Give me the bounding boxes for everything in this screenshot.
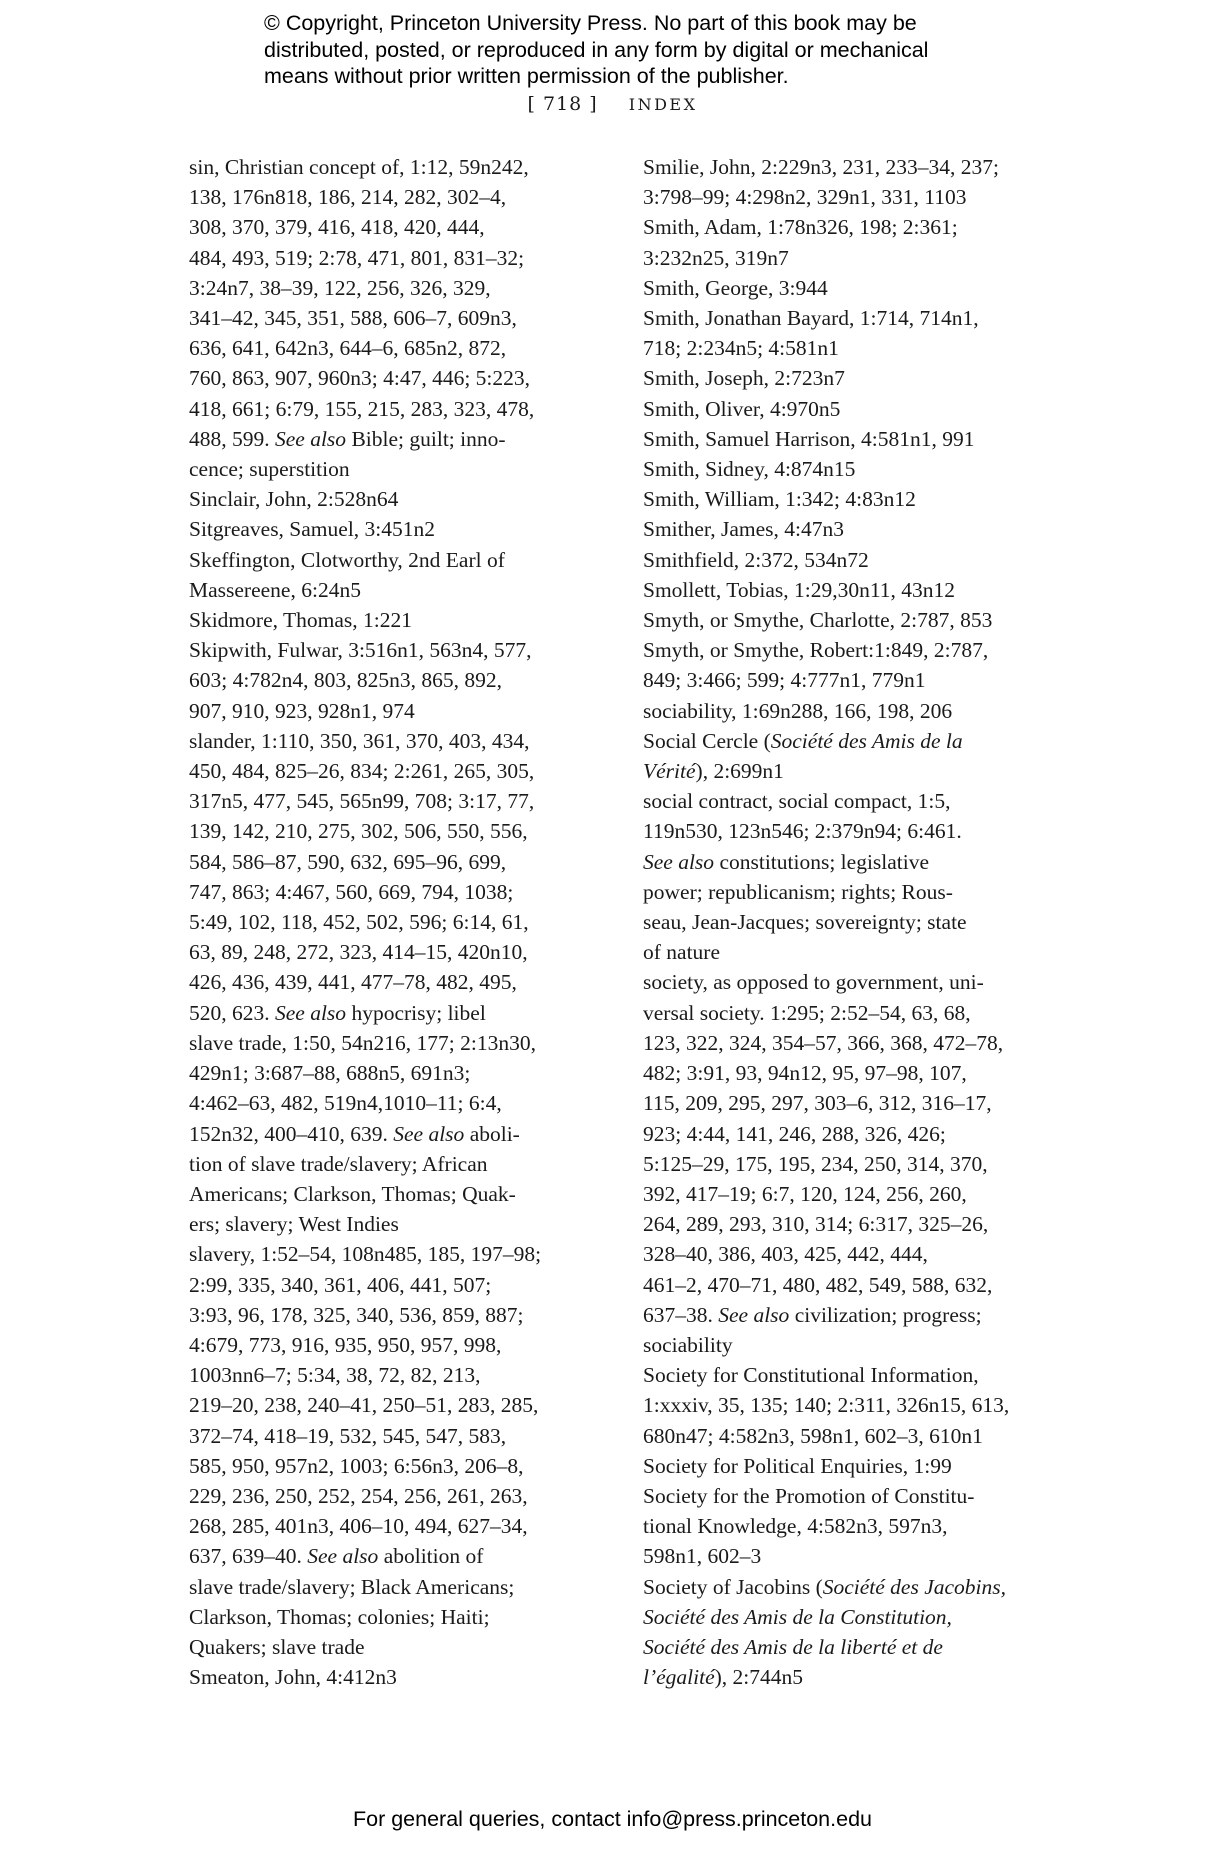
index-entry-line: Skeffington, Clotworthy, 2nd Earl of: [189, 547, 505, 572]
index-entry-line: See also constitutions; legislative: [643, 849, 930, 874]
index-entry-line: 229, 236, 250, 252, 254, 256, 261, 263,: [189, 1483, 528, 1508]
index-entry-line: 3:93, 96, 178, 325, 340, 536, 859, 887;: [189, 1302, 524, 1327]
index-entry: [189, 484, 609, 514]
index-entry: [189, 1662, 609, 1692]
index-entry-line: Smith, George, 3:944: [643, 275, 828, 300]
index-entry-line: tion of slave trade/slavery; African: [189, 1151, 488, 1176]
index-entry-line: Société des Amis de la liberté et de: [643, 1634, 943, 1659]
index-entry-line: Smither, James, 4:47n3: [643, 517, 844, 542]
index-entry-line: sociability: [643, 1332, 733, 1357]
index-entry-line: Smeaton, John, 4:412n3: [189, 1665, 397, 1690]
index-entry-line: 3:232n25, 319n7: [643, 245, 789, 270]
running-head: [0, 92, 1225, 117]
index-entry: [189, 514, 609, 544]
index-entry-line: Americans; Clarkson, Thomas; Quak-: [189, 1181, 516, 1206]
index-entry-line: 119n530, 123n546; 2:379n94; 6:461.: [643, 819, 962, 844]
index-entry-line: 461–2, 470–71, 480, 482, 549, 588, 632,: [643, 1272, 993, 1297]
index-entry: [643, 212, 1061, 272]
index-entry-line: 718; 2:234n5; 4:581n1: [643, 336, 839, 361]
copyright-line: © Copyright, Princeton University Press. No part of this book may be: [264, 11, 917, 35]
index-entry: [189, 1239, 609, 1662]
index-column-left: [189, 152, 609, 1692]
index-entry: [643, 635, 1061, 695]
index-entry: [643, 394, 1061, 424]
footer-contact: For general queries, contact info@press.princeton.edu: [352, 1807, 872, 1831]
index-entry: [643, 273, 1061, 303]
index-entry-line: 760, 863, 907, 960n3; 4:47, 446; 5:223,: [189, 366, 531, 391]
index-entry-line: ers; slavery; West Indies: [189, 1212, 399, 1237]
index-entry-line: 328–40, 386, 403, 425, 442, 444,: [643, 1242, 928, 1267]
index-entry-line: 450, 484, 825–26, 834; 2:261, 265, 305,: [189, 759, 535, 784]
index-entry-line: 392, 417–19; 6:7, 120, 124, 256, 260,: [643, 1181, 967, 1206]
index-entry-line: 637–38. See also civilization; progress;: [643, 1302, 982, 1327]
index-entry-line: 2:99, 335, 340, 361, 406, 441, 507;: [189, 1272, 492, 1297]
index-entry-line: 63, 89, 248, 272, 323, 414–15, 420n10,: [189, 940, 528, 965]
index-entry-line: 923; 4:44, 141, 246, 288, 326, 426;: [643, 1121, 946, 1146]
index-entry: [643, 424, 1061, 454]
index-entry-line: Smith, Samuel Harrison, 4:581n1, 991: [643, 426, 975, 451]
index-entry-line: 268, 285, 401n3, 406–10, 494, 627–34,: [189, 1514, 528, 1539]
index-entry-line: Smyth, or Smythe, Robert:1:849, 2:787,: [643, 638, 989, 663]
index-entry: [643, 514, 1061, 544]
index-entry: [643, 152, 1061, 212]
index-entry: [189, 726, 609, 1028]
index-entry-line: 636, 641, 642n3, 644–6, 685n2, 872,: [189, 336, 507, 361]
index-entry-line: 372–74, 418–19, 532, 545, 547, 583,: [189, 1423, 507, 1448]
index-entry: [643, 1572, 1061, 1693]
index-entry-line: Clarkson, Thomas; colonies; Haiti;: [189, 1604, 490, 1629]
index-entry-line: 747, 863; 4:467, 560, 669, 794, 1038;: [189, 879, 514, 904]
index-entry-line: 139, 142, 210, 275, 302, 506, 550, 556,: [189, 819, 528, 844]
index-entry-line: 1003nn6–7; 5:34, 38, 72, 82, 213,: [189, 1363, 481, 1388]
index-entry-line: 3:24n7, 38–39, 122, 256, 326, 329,: [189, 275, 491, 300]
index-entry-line: 341–42, 345, 351, 588, 606–7, 609n3,: [189, 306, 517, 331]
index-entry-line: Smith, Adam, 1:78n326, 198; 2:361;: [643, 215, 958, 240]
index-entry-line: Massereene, 6:24n5: [189, 577, 361, 602]
section-title: INDEX: [628, 95, 698, 114]
index-entry-line: 584, 586–87, 590, 632, 695–96, 699,: [189, 849, 507, 874]
index-entry: [643, 696, 1061, 726]
index-entry-line: Smilie, John, 2:229n3, 231, 233–34, 237;: [643, 155, 999, 179]
index-entry-line: society, as opposed to government, uni-: [643, 970, 984, 995]
index-entry-line: 138, 176n818, 186, 214, 282, 302–4,: [189, 185, 507, 210]
copyright-notice: [264, 10, 1024, 90]
index-entry-line: Smyth, or Smythe, Charlotte, 2:787, 853: [643, 608, 993, 633]
index-entry: [189, 152, 609, 484]
index-entry-line: Sitgreaves, Samuel, 3:451n2: [189, 517, 436, 542]
index-entry-line: 5:49, 102, 118, 452, 502, 596; 6:14, 61,: [189, 910, 529, 935]
index-entry-line: sociability, 1:69n288, 166, 198, 206: [643, 698, 953, 723]
index-entry-line: social contract, social compact, 1:5,: [643, 789, 951, 814]
index-entry-line: Smollett, Tobias, 1:29,30n11, 43n12: [643, 577, 956, 602]
index-entry-line: 1:xxxiv, 35, 135; 140; 2:311, 326n15, 613,: [643, 1393, 1010, 1418]
index-entry-line: Vérité), 2:699n1: [643, 759, 784, 784]
index-entry-line: 488, 599. See also Bible; guilt; inno-: [189, 426, 506, 451]
index-entry-line: slave trade/slavery; Black Americans;: [189, 1574, 515, 1599]
index-entry-line: 5:125–29, 175, 195, 234, 250, 314, 370,: [643, 1151, 988, 1176]
index-entry-line: Smith, Jonathan Bayard, 1:714, 714n1,: [643, 306, 979, 331]
index-entry: [189, 635, 609, 726]
index-entry: [189, 605, 609, 635]
index-entry-line: Société des Amis de la Constitution,: [643, 1604, 952, 1629]
index-entry: [189, 545, 609, 605]
index-entry: [643, 363, 1061, 393]
index-entry-line: 152n32, 400–410, 639. See also aboli-: [189, 1121, 520, 1146]
index-entry-line: Skidmore, Thomas, 1:221: [189, 608, 412, 633]
index-entry-line: Quakers; slave trade: [189, 1634, 365, 1659]
index-entry-line: 115, 209, 295, 297, 303–6, 312, 316–17,: [643, 1091, 992, 1116]
index-entry-line: 426, 436, 439, 441, 477–78, 482, 495,: [189, 970, 517, 995]
index-entry-line: 308, 370, 379, 416, 418, 420, 444,: [189, 215, 485, 240]
page-number: [ 718 ]: [527, 93, 598, 115]
index-entry-line: versal society. 1:295; 2:52–54, 63, 68,: [643, 1000, 971, 1025]
index-entry-line: 4:679, 773, 916, 935, 950, 957, 998,: [189, 1332, 502, 1357]
index-entry: [643, 303, 1061, 363]
index-entry-line: Smith, Sidney, 4:874n15: [643, 457, 856, 482]
index-entry-line: Society for Political Enquiries, 1:99: [643, 1453, 952, 1478]
index-entry-line: 849; 3:466; 599; 4:777n1, 779n1: [643, 668, 926, 693]
index-entry-line: slave trade, 1:50, 54n216, 177; 2:13n30,: [189, 1030, 536, 1055]
index-entry-line: 484, 493, 519; 2:78, 471, 801, 831–32;: [189, 245, 525, 270]
index-entry: [643, 545, 1061, 575]
index-entry-line: Skipwith, Fulwar, 3:516n1, 563n4, 577,: [189, 638, 532, 663]
index-entry-line: 219–20, 238, 240–41, 250–51, 283, 285,: [189, 1393, 539, 1418]
index-entry-line: 520, 623. See also hypocrisy; libel: [189, 1000, 486, 1025]
copyright-line: means without prior written permission of the publisher.: [264, 64, 789, 88]
index-entry-line: 317n5, 477, 545, 565n99, 708; 3:17, 77,: [189, 789, 535, 814]
index-entry-line: Sinclair, John, 2:528n64: [189, 487, 399, 512]
index-entry-line: Society for the Promotion of Constitu-: [643, 1483, 975, 1508]
index-entry-line: 482; 3:91, 93, 94n12, 95, 97–98, 107,: [643, 1061, 967, 1086]
index-entry-line: 907, 910, 923, 928n1, 974: [189, 698, 415, 723]
index-entry: [643, 967, 1061, 1360]
index-entry-line: power; republicanism; rights; Rous-: [643, 879, 953, 904]
index-entry-line: 264, 289, 293, 310, 314; 6:317, 325–26,: [643, 1212, 989, 1237]
index-entry-line: Society for Constitutional Information,: [643, 1363, 979, 1388]
index-entry: [643, 1481, 1061, 1572]
index-entry-line: Society of Jacobins (Société des Jacobins,: [643, 1574, 1007, 1599]
index-entry: [643, 605, 1061, 635]
index-entry: [643, 1360, 1061, 1451]
index-entry: [189, 1028, 609, 1239]
index-entry-line: 603; 4:782n4, 803, 825n3, 865, 892,: [189, 668, 502, 693]
index-column-right: [643, 152, 1061, 1692]
index-entry-line: Smith, Oliver, 4:970n5: [643, 396, 841, 421]
index-entry-line: 585, 950, 957n2, 1003; 6:56n3, 206–8,: [189, 1453, 524, 1478]
index-entry-line: Smith, Joseph, 2:723n7: [643, 366, 845, 391]
index-entry-line: 598n1, 602–3: [643, 1544, 762, 1569]
index-entry-line: cence; superstition: [189, 457, 350, 482]
index-entry-line: 4:462–63, 482, 519n4,1010–11; 6:4,: [189, 1091, 502, 1116]
index-entry-line: 418, 661; 6:79, 155, 215, 283, 323, 478,: [189, 396, 535, 421]
index-entry: [643, 1451, 1061, 1481]
index-entry: [643, 484, 1061, 514]
index-entry-line: slander, 1:110, 350, 361, 370, 403, 434,: [189, 728, 530, 753]
index-entry-line: tional Knowledge, 4:582n3, 597n3,: [643, 1514, 948, 1539]
index-entry-line: sin, Christian concept of, 1:12, 59n242,: [189, 155, 529, 179]
index-entry-line: seau, Jean-Jacques; sovereignty; state: [643, 910, 967, 935]
index-entry: [643, 786, 1061, 967]
index-entry: [643, 454, 1061, 484]
index-entry: [643, 575, 1061, 605]
index-entry-line: 680n47; 4:582n3, 598n1, 602–3, 610n1: [643, 1423, 983, 1448]
index-entry: [643, 726, 1061, 786]
index-entry-line: Smith, William, 1:342; 4:83n12: [643, 487, 916, 512]
index-entry-line: 123, 322, 324, 354–57, 366, 368, 472–78,: [643, 1030, 1004, 1055]
index-entry-line: Smithfield, 2:372, 534n72: [643, 547, 869, 572]
index-entry-line: slavery, 1:52–54, 108n485, 185, 197–98;: [189, 1242, 542, 1267]
index-entry-line: of nature: [643, 940, 721, 965]
copyright-line: distributed, posted, or reproduced in any form by digital or mechanical: [264, 37, 929, 62]
index-entry-line: 637, 639–40. See also abolition of: [189, 1544, 484, 1569]
index-entry-line: l’égalité), 2:744n5: [643, 1665, 804, 1690]
index-entry-line: Social Cercle (Société des Amis de la: [643, 728, 963, 753]
index-entry-line: 3:798–99; 4:298n2, 329n1, 331, 1103: [643, 185, 967, 210]
index-entry-line: 429n1; 3:687–88, 688n5, 691n3;: [189, 1061, 471, 1086]
